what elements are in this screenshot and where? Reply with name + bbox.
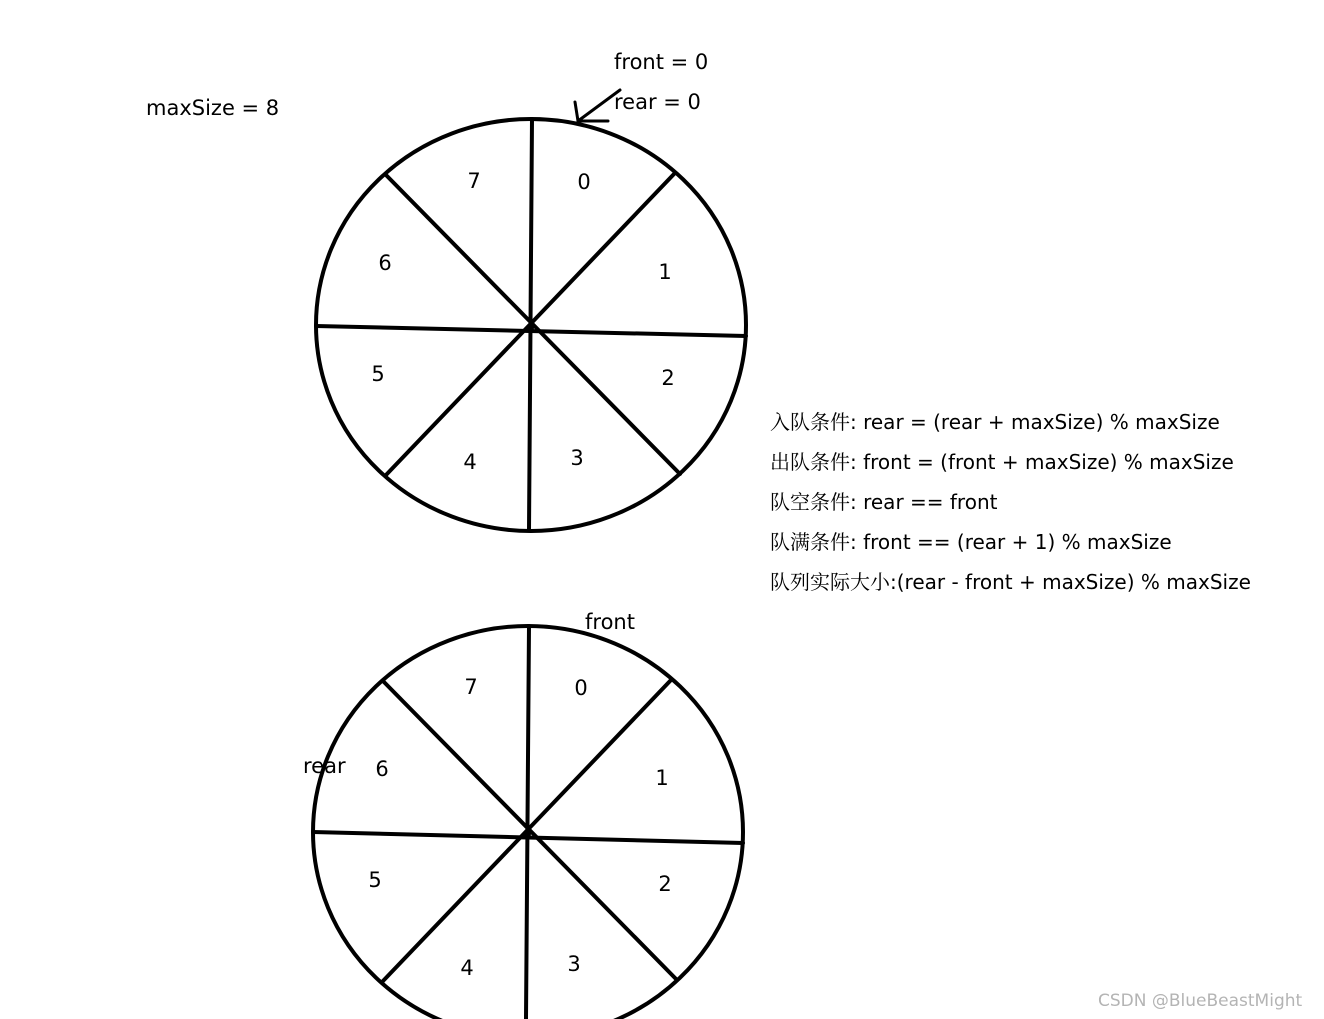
bottom-queue-wheel [313,626,743,1019]
top-slot-1: 1 [658,260,672,284]
max-size-label: maxSize = 8 [146,96,280,120]
dequeue-condition: 出队条件: front = (front + maxSize) % maxSize [770,450,1234,474]
enqueue-condition: 入队条件: rear = (rear + maxSize) % maxSize [770,410,1220,434]
top-slot-7: 7 [467,169,481,193]
top-queue-wheel [316,119,746,531]
bottom-spoke-vertical [526,626,529,1019]
bottom-center-dot [523,830,531,838]
full-condition: 队满条件: front == (rear + 1) % maxSize [770,530,1172,554]
top-slot-5: 5 [371,362,385,386]
bottom-slot-1: 1 [655,766,669,790]
bottom-slot-7: 7 [464,675,478,699]
top-slot-6: 6 [378,251,392,275]
empty-condition: 队空条件: rear == front [770,490,998,514]
bottom-slot-0: 0 [574,676,588,700]
bottom-rear-label: rear [303,754,346,778]
bottom-slot-6: 6 [375,757,389,781]
size-condition: 队列实际大小:(rear - front + maxSize) % maxSize [770,570,1251,594]
top-rear-label: rear = 0 [614,90,701,114]
top-slot-4: 4 [463,450,477,474]
bottom-front-label: front [585,610,635,634]
bottom-slot-2: 2 [658,872,672,896]
top-slot-2: 2 [661,366,675,390]
top-slot-0: 0 [577,170,591,194]
conditions-block [770,410,1251,594]
top-front-label: front = 0 [614,50,709,74]
bottom-slot-4: 4 [460,956,474,980]
bottom-slot-5: 5 [368,868,382,892]
top-slot-3: 3 [570,446,584,470]
watermark: CSDN @BlueBeastMight [1098,991,1303,1011]
bottom-slot-3: 3 [567,952,581,976]
top-center-dot [526,324,534,332]
